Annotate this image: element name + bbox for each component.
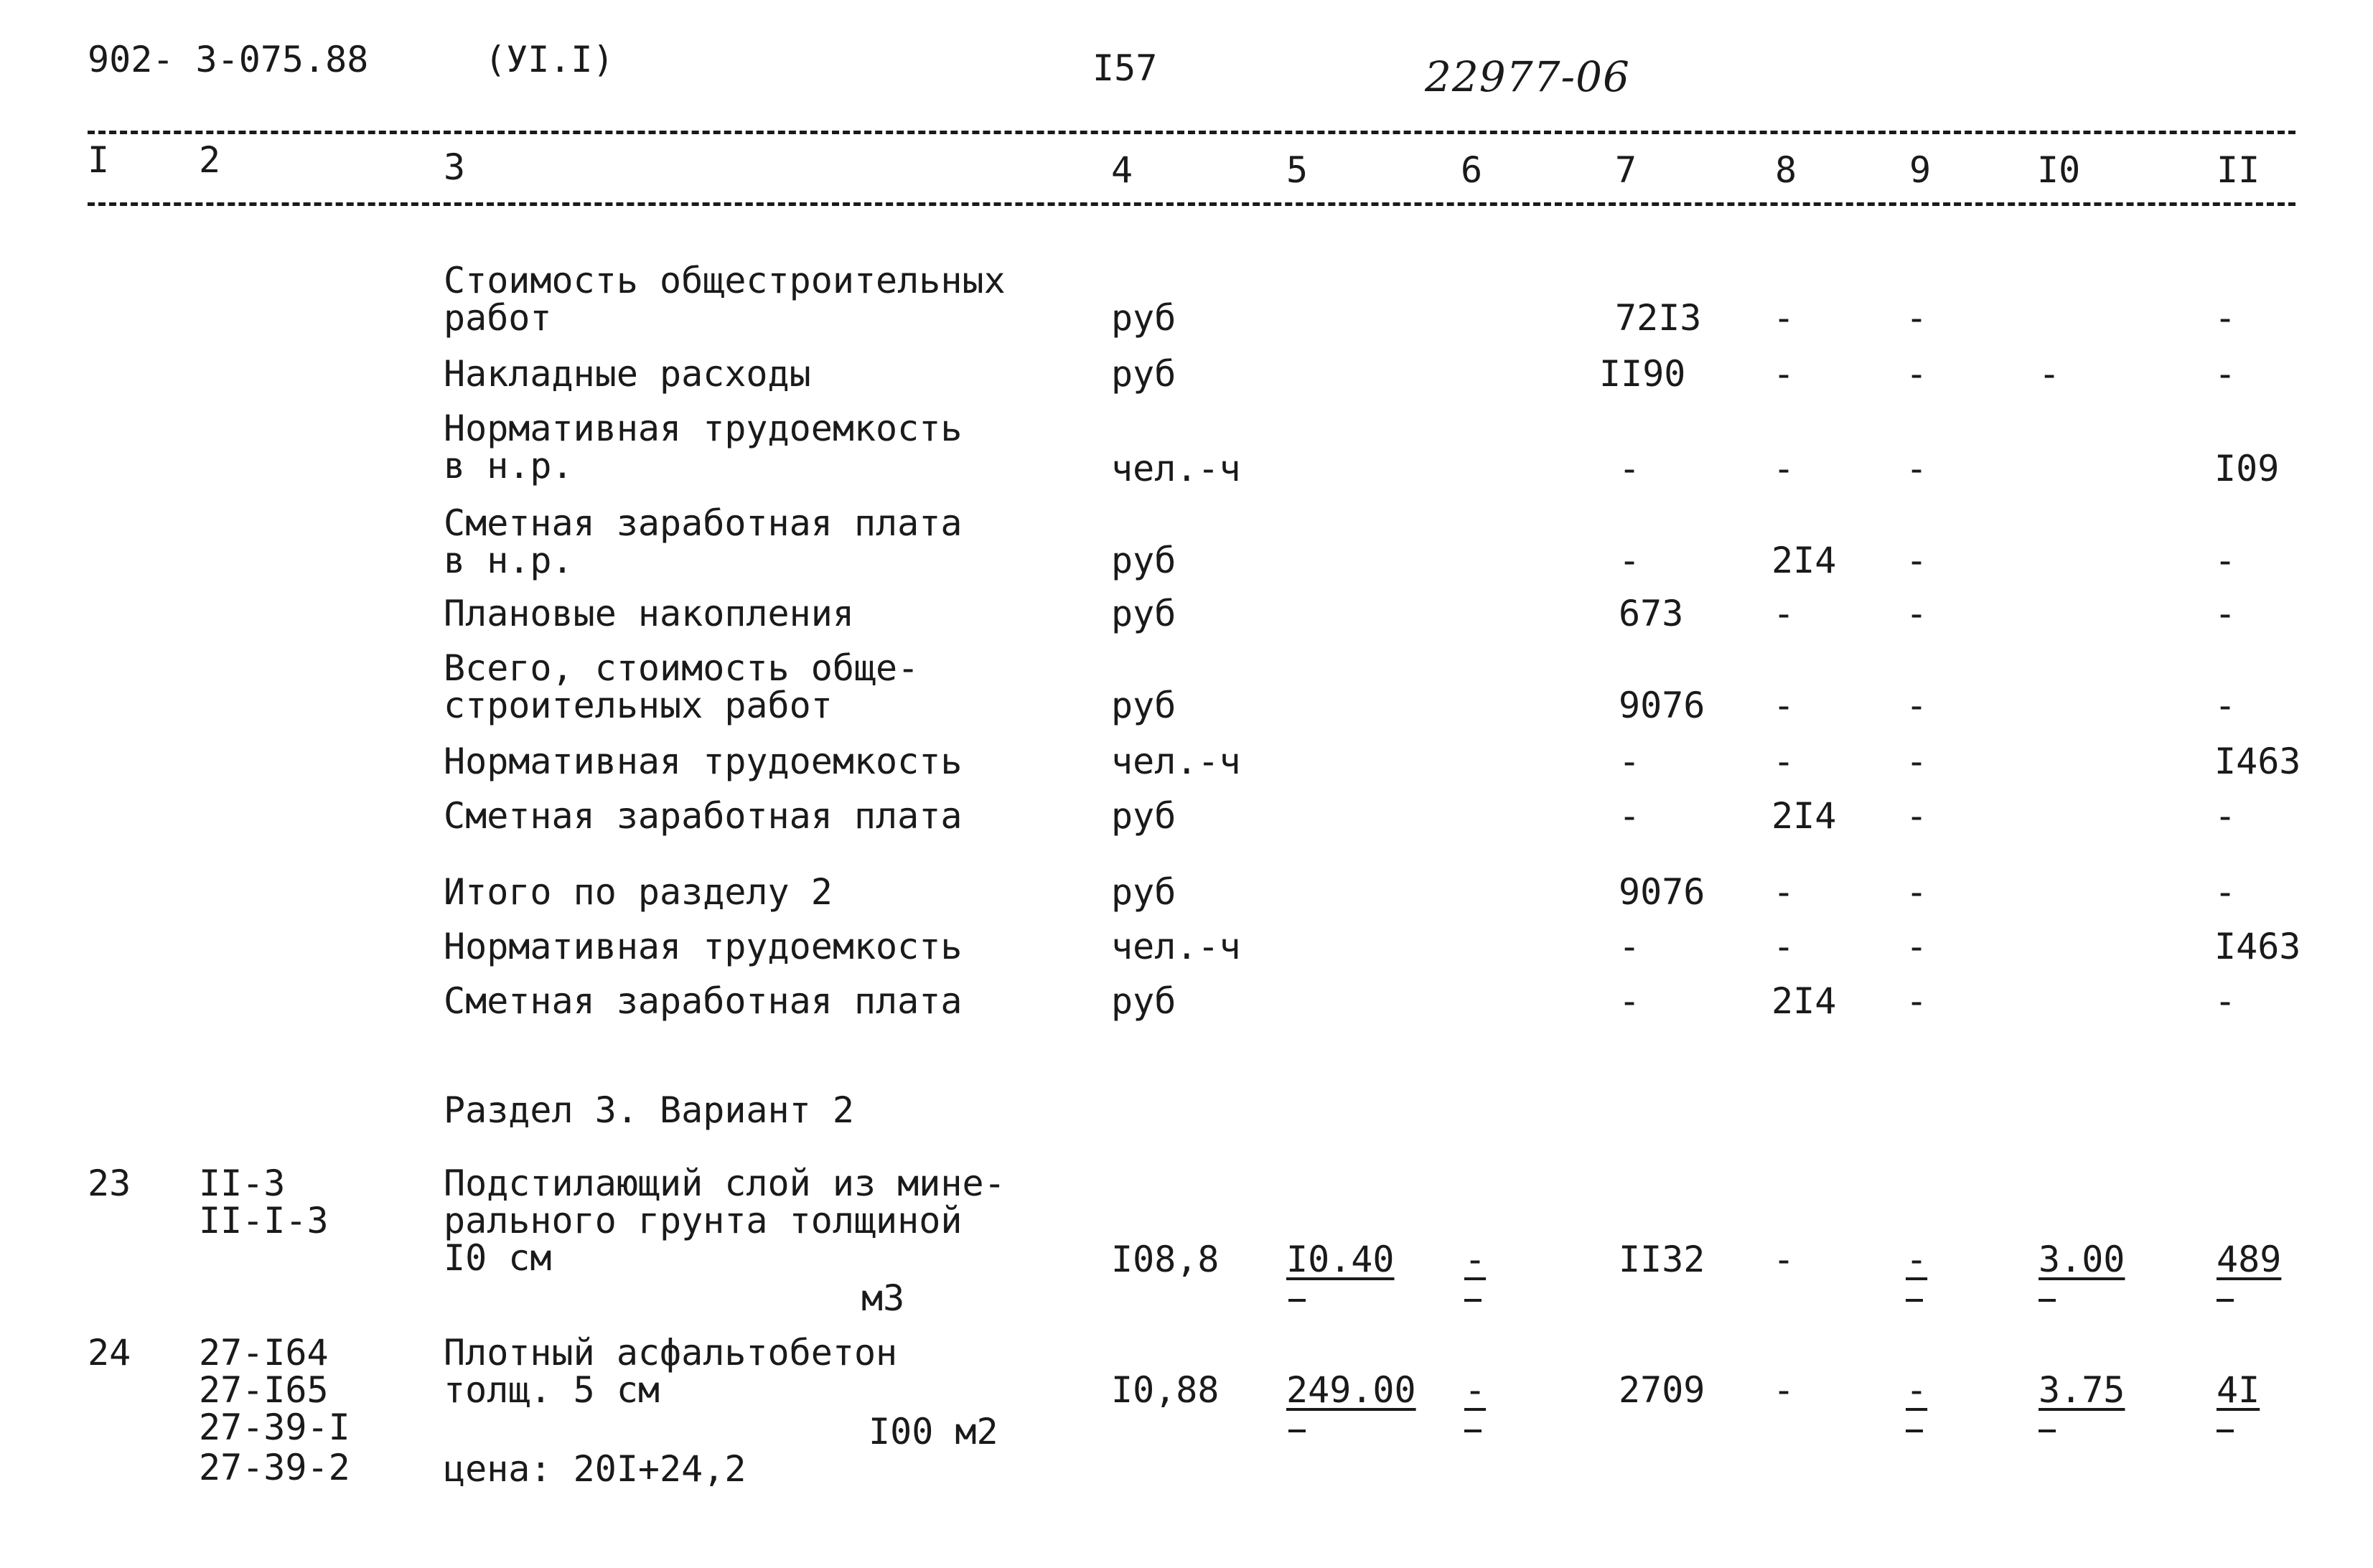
row-unit: руб [1111,871,1176,913]
row-name: Нормативная трудоемкость [444,408,963,449]
underline-mark [2217,1299,2234,1302]
underline-mark [2217,1429,2234,1432]
row-value: 9076 [1619,685,1705,726]
row-value: - [1773,593,1795,634]
item-code: 27-39-2 [199,1447,350,1488]
row-value: - [1906,926,1928,967]
item-name: Подстилающий слой из мине- [444,1163,1006,1204]
row-unit: руб [1111,593,1176,634]
row-name: Всего, стоимость обще- [444,647,919,689]
row-value: - [2039,353,2061,395]
row-value: - [1773,448,1795,489]
column-header: 8 [1775,149,1797,191]
item-value: - [1906,1369,1928,1411]
row-name: Стоимость общестроительных [444,260,1006,301]
row-unit: чел.-ч [1111,448,1241,489]
underline-mark [1906,1299,1923,1302]
row-unit: чел.-ч [1111,926,1241,967]
item-value: 489 [2217,1239,2282,1280]
row-value: 72I3 [1615,297,1702,339]
row-value: - [2214,353,2237,395]
row-value: - [1906,871,1928,913]
underline-mark [2039,1299,2056,1302]
row-value: 673 [1619,593,1684,634]
item-value: - [1464,1369,1487,1411]
row-value: - [1773,685,1795,726]
item-value: - [1906,1239,1928,1280]
row-value: - [1906,685,1928,726]
item-name: Плотный асфальтобетон [444,1332,898,1374]
item-value: - [1464,1239,1487,1280]
row-value: II90 [1599,353,1686,395]
row-value: - [2214,871,2237,913]
section-title: Раздел 3. Вариант 2 [444,1089,854,1131]
row-unit: чел.-ч [1111,741,1241,782]
row-unit: руб [1111,685,1176,726]
row-value: I463 [2214,741,2301,782]
item-value: 4I [2217,1369,2260,1411]
row-value: - [1619,448,1641,489]
item-code: II-3 [199,1163,286,1204]
item-name: рального грунта толщиной [444,1200,963,1241]
row-value: - [1906,448,1928,489]
row-value: - [2214,795,2237,837]
row-value: - [1906,297,1928,339]
row-value: - [1906,353,1928,395]
row-name: Накладные расходы [444,353,811,395]
item-value: 3.75 [2039,1369,2125,1411]
item-name: I0 см [444,1237,552,1279]
row-value: - [1773,297,1795,339]
section-code: (УI.I) [485,39,614,80]
item-quantity: I08,8 [1111,1239,1220,1280]
row-unit: руб [1111,540,1176,581]
underline-mark [1288,1299,1306,1302]
row-name: Сметная заработная плата [444,795,963,837]
document-code: 902- 3-075.88 [88,39,369,80]
row-value: 2I4 [1771,540,1837,581]
row-value: I463 [2214,926,2301,967]
column-header: 7 [1615,149,1637,191]
column-header: II [2217,149,2260,191]
row-value: 9076 [1619,871,1705,913]
underline-mark [1906,1429,1923,1432]
item-value: II32 [1619,1239,1705,1280]
item-price-note: цена: 20I+24,2 [444,1448,746,1490]
header-rule-top [88,131,2295,134]
underline-mark [2039,1429,2056,1432]
row-value: 2I4 [1771,980,1837,1022]
row-value: - [1906,741,1928,782]
row-value: - [1773,926,1795,967]
row-name: в н.р. [444,445,574,487]
row-value: - [2214,980,2237,1022]
row-value: - [1906,540,1928,581]
row-value: - [2214,593,2237,634]
row-value: - [1773,741,1795,782]
item-unit: I00 м2 [869,1411,998,1452]
header-rule-bottom [88,202,2295,206]
row-name: Нормативная трудоемкость [444,741,963,782]
row-name: в н.р. [444,540,574,581]
row-value: - [1906,980,1928,1022]
item-value: I0.40 [1286,1239,1395,1280]
column-header: 5 [1286,149,1309,191]
item-number: 24 [88,1332,131,1374]
row-name: Нормативная трудоемкость [444,926,963,967]
row-value: - [2214,685,2237,726]
item-code: 27-I65 [199,1369,329,1411]
row-unit: руб [1111,980,1176,1022]
row-unit: руб [1111,795,1176,837]
item-code: 27-I64 [199,1332,329,1374]
row-value: - [2214,540,2237,581]
row-value: - [1906,593,1928,634]
item-value: - [1773,1369,1795,1411]
item-value: - [1773,1239,1795,1280]
row-name: Итого по разделу 2 [444,871,833,913]
row-value: - [1619,980,1641,1022]
item-code: II-I-3 [199,1200,329,1241]
row-value: - [1619,741,1641,782]
row-value: - [1906,795,1928,837]
page-number: I57 [1092,47,1158,89]
column-header: I0 [2037,149,2081,191]
underline-mark [1464,1299,1482,1302]
row-unit: руб [1111,297,1176,339]
item-quantity: I0,88 [1111,1369,1220,1411]
row-name: Плановые накопления [444,593,854,634]
row-unit: руб [1111,353,1176,395]
item-name: толщ. 5 см [444,1369,660,1411]
underline-mark [1288,1429,1306,1432]
row-value: 2I4 [1771,795,1837,837]
underline-mark [1464,1429,1482,1432]
column-header: 4 [1111,149,1133,191]
item-value: 2709 [1619,1369,1705,1411]
row-value: - [2214,297,2237,339]
row-name: строительных работ [444,685,833,726]
item-value: 3.00 [2039,1239,2125,1280]
item-number: 23 [88,1163,131,1204]
item-value: 249.00 [1286,1369,1416,1411]
column-header: I [88,139,110,181]
column-header: 9 [1909,149,1932,191]
item-code: 27-39-I [199,1407,350,1448]
column-header: 3 [444,146,466,188]
column-header: 2 [199,139,221,181]
handwritten-number: 22977-06 [1425,52,1630,101]
row-value: - [1619,926,1641,967]
row-value: - [1619,795,1641,837]
row-value: - [1619,540,1641,581]
row-name: работ [444,297,552,339]
item-unit: м3 [861,1277,905,1319]
row-name: Сметная заработная плата [444,502,963,544]
row-value: - [1773,871,1795,913]
row-value: I09 [2214,448,2280,489]
column-header: 6 [1461,149,1483,191]
row-value: - [1773,353,1795,395]
row-name: Сметная заработная плата [444,980,963,1022]
